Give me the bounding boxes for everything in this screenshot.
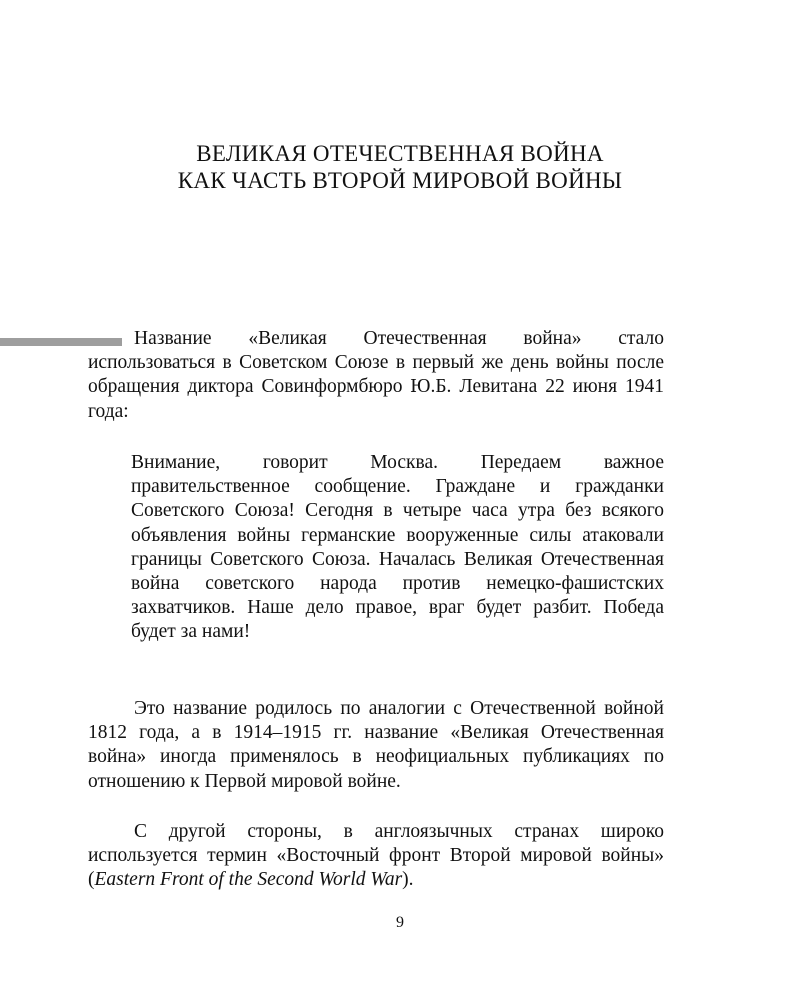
paragraph-2: Это название родилось по аналогии с Отечественной войной 1812 года, а в 1914–1915 гг. название «Великая Отечественная война» иногда применялось в неофициальных публикациях по отношению к Первой мировой войне. [88, 698, 664, 792]
page-title-line-1: ВЕЛИКАЯ ОТЕЧЕСТВЕННАЯ ВОЙНА [196, 141, 604, 166]
paragraph-1: Название «Великая Отечественная война» стало использоваться в Советском Союзе в первый же день войны после обращения диктора Совинформбюро Ю.Б. Левитана 22 июня 1941 года: [88, 328, 664, 422]
paragraph-3 [88, 820, 664, 893]
levitan-quote: Внимание, говорит Москва. Передаем важное правительственное сообщение. Граждане и гражданки Советского Союза! Сегодня в четыре часа утра без всякого объявления войны германские вооруженные силы атаковали границы Советского Союза. Началась Великая Отечественная война советского народа против немецко-фашистских захватчиков. Наше дело правое, враг будет разбит. Победа будет за нами! [131, 452, 664, 643]
paragraph-3-closing: ). [402, 869, 414, 891]
paragraph-3-english-term: Eastern Front of the Second World War [94, 869, 403, 891]
page-number: 9 [396, 914, 404, 931]
paragraph-3-text: С другой стороны, в англоязычных странах широко используется термин «Восточный фронт Второй мировой войны» ( [88, 821, 664, 891]
page-title [60, 140, 740, 194]
page-title-line-2: КАК ЧАСТЬ ВТОРОЙ МИРОВОЙ ВОЙНЫ [177, 168, 623, 193]
